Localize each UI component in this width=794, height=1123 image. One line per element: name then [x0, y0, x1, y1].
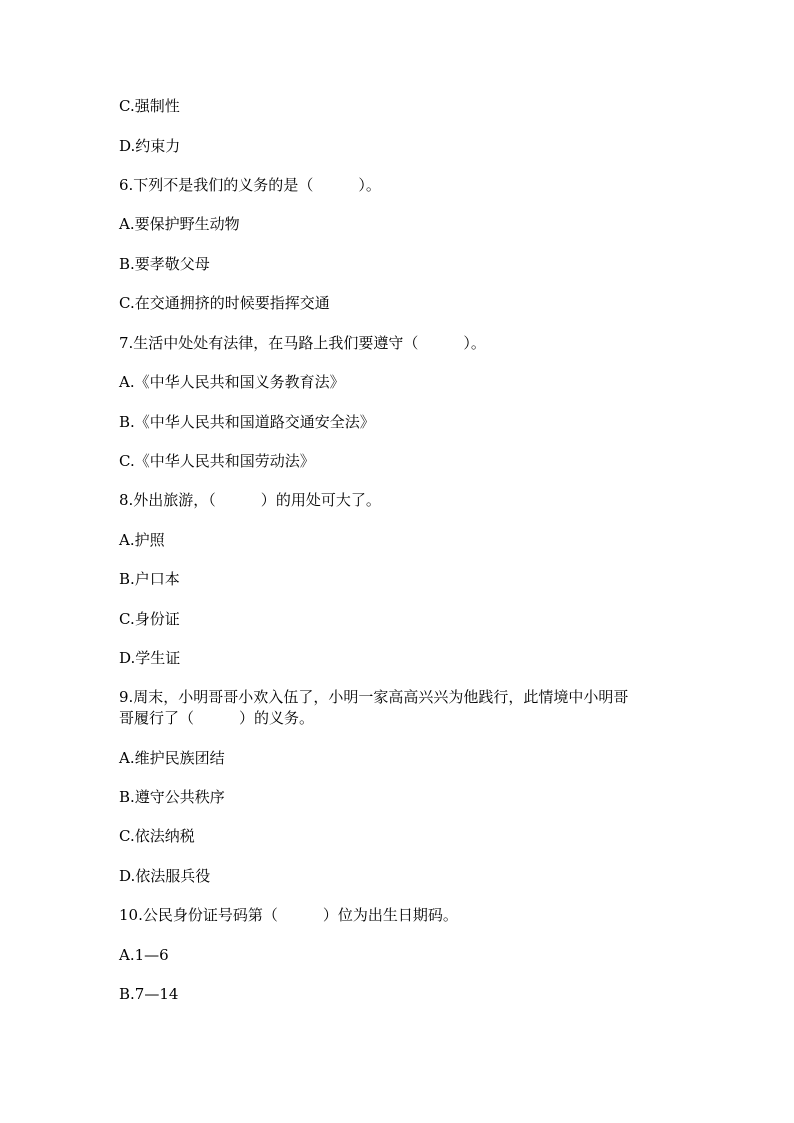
- question-8: 8.外出旅游，（ ）的用处可大了。: [119, 491, 381, 509]
- question-6: 6.下列不是我们的义务的是（ ）。: [119, 176, 381, 194]
- question-7: 7.生活中处处有法律，在马路上我们要遵守（ ）。: [119, 334, 486, 352]
- question-10: 10.公民身份证号码第（ ）位为出生日期码。: [119, 906, 458, 924]
- option-b-q7: B.《中华人民共和国道路交通安全法》: [119, 413, 375, 431]
- option-a-q10: A.1—6: [119, 946, 169, 964]
- question-9-line-2: 哥履行了（ ）的义务。: [119, 709, 315, 727]
- option-a-q7: A.《中华人民共和国义务教育法》: [119, 373, 345, 391]
- option-c-q9: C.依法纳税: [119, 827, 195, 845]
- option-c-q6: C.在交通拥挤的时候要指挥交通: [119, 294, 330, 312]
- option-c-q8: C.身份证: [119, 610, 180, 628]
- option-c-q5: C.强制性: [119, 97, 180, 115]
- option-a-q6: A.要保护野生动物: [119, 215, 240, 233]
- option-c-q7: C.《中华人民共和国劳动法》: [119, 452, 315, 470]
- option-b-q8: B.户口本: [119, 570, 180, 588]
- option-b-q6: B.要孝敬父母: [119, 255, 210, 273]
- option-b-q10: B.7—14: [119, 985, 179, 1003]
- option-a-q9: A.维护民族团结: [119, 749, 225, 767]
- question-9-line-1: 9.周末，小明哥哥小欢入伍了，小明一家高高兴兴为他践行，此情境中小明哥: [119, 688, 629, 706]
- option-d-q8: D.学生证: [119, 649, 181, 667]
- option-d-q5: D.约束力: [119, 137, 181, 155]
- option-d-q9: D.依法服兵役: [119, 867, 211, 885]
- option-b-q9: B.遵守公共秩序: [119, 788, 225, 806]
- option-a-q8: A.护照: [119, 531, 165, 549]
